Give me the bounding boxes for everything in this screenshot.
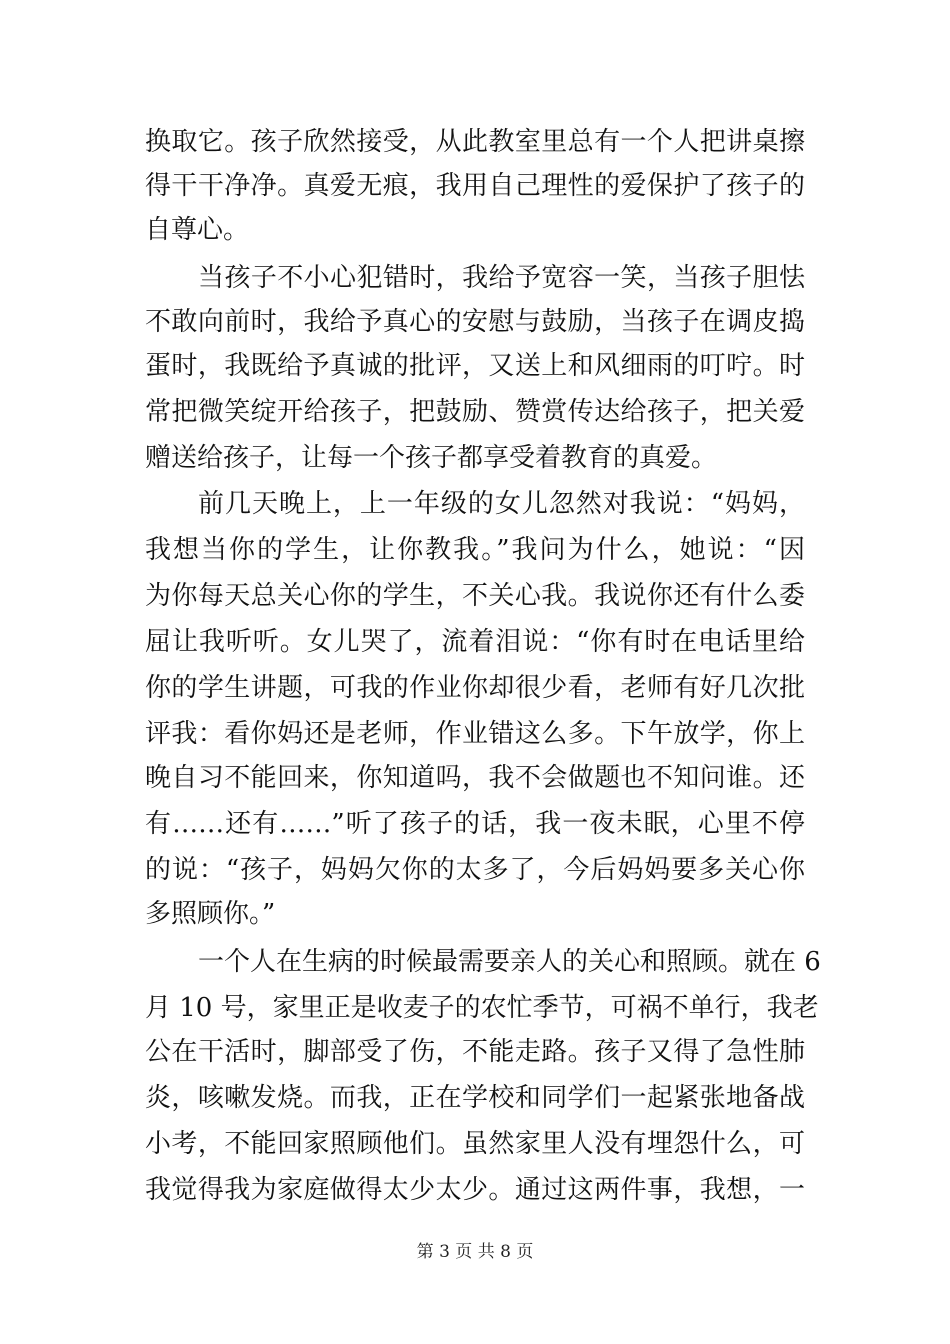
text-line: 一个人在生病的时候最需要亲人的关心和照顾。就在 6 <box>198 947 821 977</box>
text-line: 蛋时，我既给予真诚的批评，又送上和风细雨的叮咛。时 <box>145 351 805 381</box>
text-line: 晚自习不能回来，你知道吗，我不会做题也不知问谁。还 <box>145 763 805 793</box>
text-line: 我觉得我为家庭做得太少太少。通过这两件事，我想，一 <box>145 1175 805 1205</box>
page-footer: 第 3 页 共 8 页 <box>416 1242 534 1262</box>
text-line: 不敢向前时，我给予真心的安慰与鼓励，当孩子在调皮捣 <box>145 307 805 337</box>
text-line: 公在干活时，脚部受了伤，不能走路。孩子又得了急性肺 <box>145 1037 805 1067</box>
text-line: 炎，咳嗽发烧。而我，正在学校和同学们一起紧张地备战 <box>145 1083 805 1113</box>
text-line: 的说：“孩子，妈妈欠你的太多了，今后妈妈要多关心你 <box>145 855 805 885</box>
text-line: 为你每天总关心你的学生，不关心我。我说你还有什么委 <box>145 581 805 611</box>
text-line: 多照顾你。” <box>145 899 276 929</box>
text-line: 小考，不能回家照顾他们。虽然家里人没有埋怨什么，可 <box>145 1129 805 1159</box>
text-line: 前几天晚上，上一年级的女儿忽然对我说：“妈妈， <box>198 489 805 519</box>
text-line: 赠送给孩子，让每一个孩子都享受着教育的真爱。 <box>145 443 718 473</box>
text-line: 我想当你的学生，让你教我。”我问为什么，她说：“因 <box>145 535 805 565</box>
text-line: 得干干净净。真爱无痕，我用自己理性的爱保护了孩子的 <box>145 171 805 201</box>
text-line: 你的学生讲题，可我的作业你却很少看，老师有好几次批 <box>145 673 805 703</box>
text-line: 当孩子不小心犯错时，我给予宽容一笑，当孩子胆怯 <box>198 263 805 293</box>
text-line: 常把微笑绽开给孩子，把鼓励、赞赏传达给孩子，把关爱 <box>145 397 805 427</box>
text-line: 自尊心。 <box>145 215 250 245</box>
text-line: 月 10 号，家里正是收麦子的农忙季节，可祸不单行，我老 <box>145 993 819 1023</box>
text-line: 屈让我听听。女儿哭了，流着泪说：“你有时在电话里给 <box>145 627 805 657</box>
text-line: 有……还有……”听了孩子的话，我一夜未眠，心里不停 <box>145 809 805 839</box>
text-line: 评我：看你妈还是老师，作业错这么多。下午放学，你上 <box>145 719 805 749</box>
text-line: 换取它。孩子欣然接受，从此教室里总有一个人把讲桌擦 <box>145 127 805 157</box>
